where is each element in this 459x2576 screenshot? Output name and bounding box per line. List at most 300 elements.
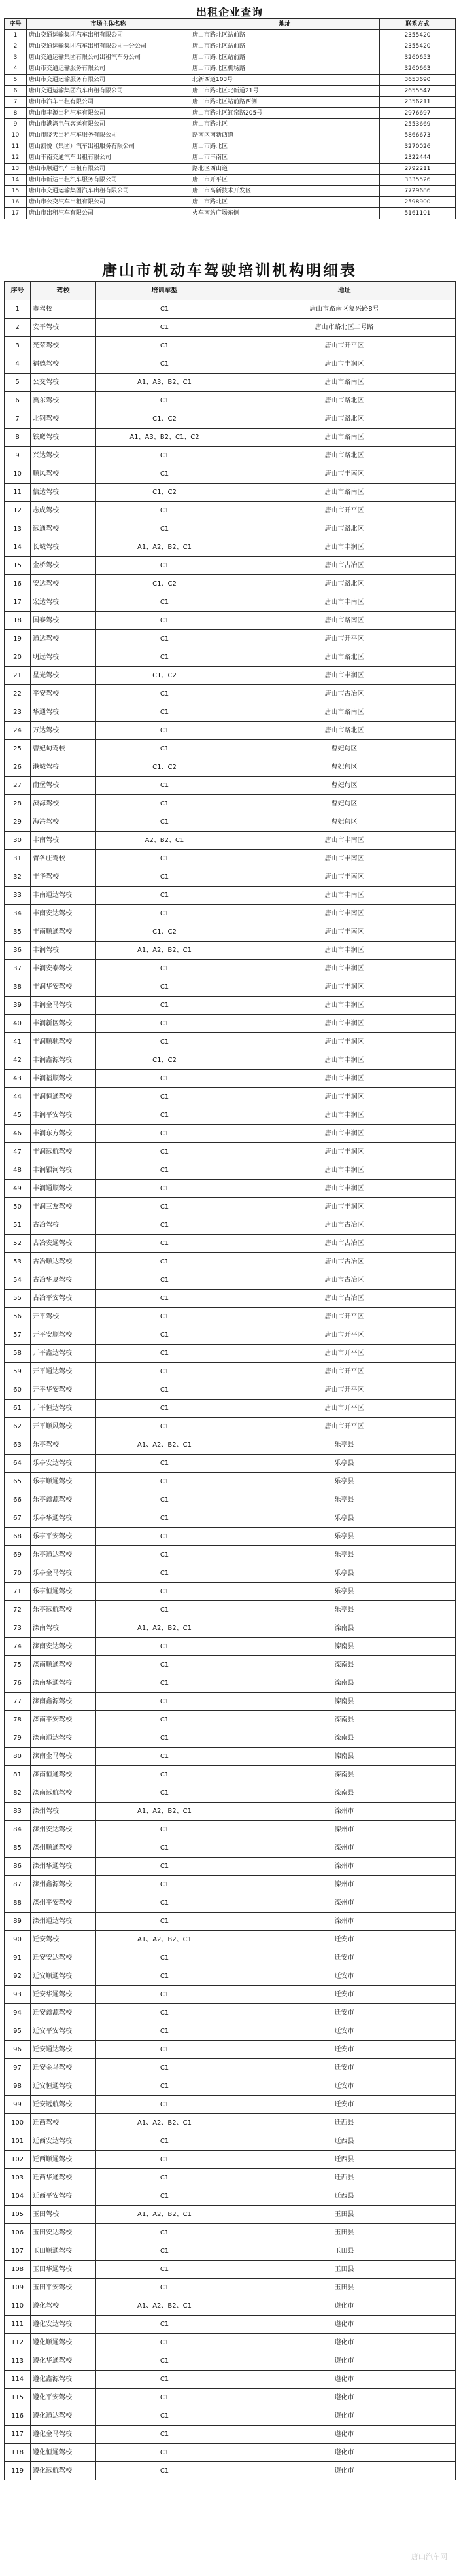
school-row-cell: C1 [96,2352,233,2371]
school-row [5,337,456,355]
school-row [5,667,456,685]
school-row-cell: 丰润安泰驾校 [31,960,96,978]
school-row-cell: 唐山市古冶区 [233,1235,456,1253]
school-row-cell: C1 [96,1345,233,1363]
school-row [5,1766,456,1784]
school-row-cell: 117 [5,2426,31,2444]
school-row [5,2242,456,2261]
school-row-cell: 丰南驾校 [31,832,96,850]
school-row-cell: 曹妃甸区 [233,758,456,777]
school-row-cell: 遵化市 [233,2334,456,2352]
school-row-cell: 迁西安达驾校 [31,2132,96,2151]
taxi-row-cell: 唐山市新达出租汽车服务有限公司 [27,175,190,186]
school-row-cell: 46 [5,1125,31,1143]
school-row-cell: 45 [5,1106,31,1125]
school-row-cell: C1、C2 [96,667,233,685]
school-row-cell: 玉田华通驾校 [31,2261,96,2279]
school-row-cell: 唐山市丰南区 [233,905,456,923]
school-row-cell: A1、A2、B2、C1 [96,1436,233,1455]
taxi-row-cell: 13 [5,164,27,175]
school-row [5,2352,456,2371]
school-row-cell: 滦州市 [233,1858,456,1876]
school-row-cell: 2 [5,319,31,337]
school-row-cell: 唐山市丰润区 [233,1051,456,1070]
school-row-cell: 远通驾校 [31,520,96,538]
taxi-row-cell: 火车南站广场东侧 [190,208,380,219]
school-row-cell: 唐山市路北区二号路 [233,319,456,337]
school-row-cell: 遵化恒通驾校 [31,2444,96,2462]
school-row-cell: 75 [5,1656,31,1674]
school-row-cell: 唐山市路南区 [233,612,456,630]
school-row-cell: 112 [5,2334,31,2352]
school-row [5,1033,456,1051]
taxi-row-cell: 1 [5,30,27,41]
school-row-cell: C1 [96,1949,233,1967]
school-row-cell: C1 [96,1015,233,1033]
school-row-cell: 乐亭驾校 [31,1436,96,1455]
school-row-cell: 49 [5,1180,31,1198]
school-row-cell: 62 [5,1418,31,1436]
school-row-cell: 万达驾校 [31,722,96,740]
taxi-row-cell: 唐山市晓天出租汽车服务有限公司 [27,130,190,141]
school-row-cell: C1 [96,2261,233,2279]
school-row-cell: 滦南恒通驾校 [31,1766,96,1784]
school-row [5,429,456,447]
taxi-header-phone: 联系方式 [380,19,456,30]
school-row-cell: C1 [96,1418,233,1436]
school-row [5,1949,456,1967]
school-row [5,942,456,960]
school-row-cell: C1 [96,465,233,484]
school-row-cell: 通达驾校 [31,630,96,648]
school-row [5,685,456,703]
school-row [5,2041,456,2059]
school-row-cell: 97 [5,2059,31,2077]
school-row-cell: 乐亭县 [233,1491,456,1509]
school-row-cell: 唐山市丰润区 [233,1125,456,1143]
school-row-cell: 乐亭县 [233,1528,456,1546]
taxi-row [5,30,456,41]
school-row-cell: 丰南通达驾校 [31,887,96,905]
taxi-row-cell: 3335526 [380,175,456,186]
taxi-table-body [5,30,456,219]
school-row-cell: 遵化市 [233,2462,456,2480]
taxi-row-cell: 2356211 [380,97,456,108]
school-row-cell: 遵化市 [233,2426,456,2444]
school-row-cell: 丰润福顺驾校 [31,1070,96,1088]
school-row-cell: 滨海驾校 [31,795,96,813]
school-row-cell: 98 [5,2077,31,2096]
school-row-cell: 滦州通达驾校 [31,1913,96,1931]
school-row-cell: 唐山市路北区 [233,392,456,410]
school-row-cell: 丰润驾校 [31,942,96,960]
school-row [5,1729,456,1748]
school-row-cell: C1 [96,2316,233,2334]
school-row [5,502,456,520]
school-row-cell: C1 [96,1894,233,1913]
school-row-cell: 7 [5,410,31,429]
school-row-cell: 迁西驾校 [31,2114,96,2132]
school-row-cell: C1 [96,1986,233,2004]
school-row-cell: 迁安恒通驾校 [31,2077,96,2096]
school-row-cell: 兴达驾校 [31,447,96,465]
school-row-cell: 开平恒达驾校 [31,1400,96,1418]
school-row-cell: 滦南顺通驾校 [31,1656,96,1674]
school-row-cell: 101 [5,2132,31,2151]
school-row [5,1839,456,1858]
school-row-cell: 32 [5,868,31,887]
school-row-cell: 安平驾校 [31,319,96,337]
school-row-cell: 滦南县 [233,1766,456,1784]
school-row-cell: C1 [96,1271,233,1290]
school-row-cell: 唐山市丰润区 [233,1015,456,1033]
school-row-cell: 乐亭顺通驾校 [31,1473,96,1491]
school-row-cell: C1 [96,1509,233,1528]
school-row-cell: 明远驾校 [31,648,96,667]
school-row-cell: 16 [5,575,31,593]
school-row-cell: 唐山市丰润区 [233,960,456,978]
school-row-cell: C1 [96,2151,233,2169]
school-row [5,703,456,722]
school-row-cell: C1 [96,630,233,648]
school-row-cell: C1 [96,777,233,795]
school-row-cell: 金桥驾校 [31,557,96,575]
school-row-cell: 69 [5,1546,31,1564]
school-row-cell: 22 [5,685,31,703]
school-row-cell: A2、B2、C1 [96,832,233,850]
school-row [5,2389,456,2407]
school-row-cell: 滦南鑫源驾校 [31,1693,96,1711]
school-row-cell: C1、C2 [96,1051,233,1070]
school-row-cell: 60 [5,1381,31,1400]
school-row-cell: C1 [96,1967,233,1986]
school-row-cell: 唐山市丰南区 [233,850,456,868]
school-row-cell: 90 [5,1931,31,1949]
school-row [5,2077,456,2096]
taxi-row-cell: 唐山市公交汽车出租有限公司 [27,197,190,208]
school-row-cell: 迁安市 [233,2077,456,2096]
school-row-cell: 丰润顺驰驾校 [31,1033,96,1051]
school-row-cell: 宏达驾校 [31,593,96,612]
school-row [5,1601,456,1619]
school-row-cell: 66 [5,1491,31,1509]
school-row-cell: 79 [5,1729,31,1748]
school-row-cell: A1、A2、B2、C1 [96,2206,233,2224]
taxi-row-cell: 8 [5,108,27,119]
school-row-cell: 唐山市古冶区 [233,1253,456,1271]
school-row-cell: 丰润新区驾校 [31,1015,96,1033]
taxi-row-cell: 唐山交通运输集团汽车出租有限公司 [27,86,190,97]
taxi-row-cell: 5 [5,75,27,86]
taxi-row-cell: 11 [5,141,27,152]
taxi-row [5,108,456,119]
school-row-cell: 丰润银河驾校 [31,1161,96,1180]
school-row-cell: C1 [96,795,233,813]
school-row-cell: 唐山市丰润区 [233,538,456,557]
school-row-cell: 17 [5,593,31,612]
school-row [5,630,456,648]
school-row [5,1803,456,1821]
school-row-cell: C1 [96,1161,233,1180]
school-row [5,355,456,374]
school-row-cell: 37 [5,960,31,978]
school-row-cell: 滦州华通驾校 [31,1858,96,1876]
taxi-row-cell: 唐山市港湾电气客运有限公司 [27,119,190,130]
school-row-cell: 10 [5,465,31,484]
taxi-row-cell: 路北区西山道 [190,164,380,175]
school-row-cell: 乐亭通达驾校 [31,1546,96,1564]
school-row-cell: 国泰驾校 [31,612,96,630]
school-row [5,1216,456,1235]
school-row-cell: 遵化市 [233,2352,456,2371]
school-row [5,1509,456,1528]
school-row-cell: 乐亭县 [233,1436,456,1455]
school-row-cell: 迁西平安驾校 [31,2187,96,2206]
school-row-cell: 滦州市 [233,1876,456,1894]
school-row-cell: 滦南县 [233,1711,456,1729]
taxi-row-cell: 唐山市交通运输集团汽车出租有限公司 [27,186,190,197]
taxi-row-cell: 唐山市丰南区 [190,152,380,164]
school-row-cell: 42 [5,1051,31,1070]
school-row-cell: C1 [96,703,233,722]
school-row-cell: 31 [5,850,31,868]
school-row-cell: 迁西县 [233,2132,456,2151]
school-row-cell: 曹妃甸区 [233,740,456,758]
school-row [5,1876,456,1894]
school-row [5,1913,456,1931]
school-row-cell: 唐山市路南区 [233,484,456,502]
taxi-row-cell: 唐山市路北区站前路 [190,41,380,52]
school-row-cell: C1 [96,612,233,630]
school-row-cell: 乐亭远航驾校 [31,1601,96,1619]
school-row [5,1491,456,1509]
school-row-cell: 丰华驾校 [31,868,96,887]
taxi-row-cell: 6 [5,86,27,97]
school-row-cell: C1 [96,355,233,374]
taxi-row-cell: 唐山市高新技术开发区 [190,186,380,197]
school-row-cell: 迁安市 [233,1967,456,1986]
school-row [5,2426,456,2444]
school-row-cell: 迁安市 [233,1931,456,1949]
school-row-cell: 94 [5,2004,31,2022]
school-row-cell: 88 [5,1894,31,1913]
school-row-cell: 12 [5,502,31,520]
school-row [5,520,456,538]
school-row-cell: 丰润平安驾校 [31,1106,96,1125]
school-row-cell: 48 [5,1161,31,1180]
taxi-row-cell: 3270026 [380,141,456,152]
school-row-cell: 滦南县 [233,1693,456,1711]
school-row-cell: 开平驾校 [31,1308,96,1326]
school-row-cell: 109 [5,2279,31,2297]
school-row-cell: 滦南县 [233,1674,456,1693]
school-row-cell: 25 [5,740,31,758]
school-row [5,923,456,942]
school-row-cell: 滦南通达驾校 [31,1729,96,1748]
school-row-cell: C1 [96,887,233,905]
school-row-cell: 唐山市丰润区 [233,355,456,374]
taxi-row-cell: 唐山市出租汽车有限公司 [27,208,190,219]
school-row-cell: C1 [96,1729,233,1748]
school-row [5,465,456,484]
school-row [5,392,456,410]
school-row-cell: 古冶平安驾校 [31,1290,96,1308]
school-row-cell: 遵化市 [233,2297,456,2316]
school-row-cell: 平安驾校 [31,685,96,703]
school-row-cell: 41 [5,1033,31,1051]
school-row-cell: 玉田顺通驾校 [31,2242,96,2261]
school-row-cell: 唐山市丰南区 [233,868,456,887]
school-row-cell: C1 [96,813,233,832]
school-row-cell: 76 [5,1674,31,1693]
school-row-cell: 唐山市开平区 [233,630,456,648]
school-row-cell: C1 [96,1455,233,1473]
school-row-cell: 乐亭华通驾校 [31,1509,96,1528]
school-row-cell: C1 [96,1913,233,1931]
taxi-row-cell: 3260653 [380,52,456,63]
taxi-row-cell: 7729686 [380,186,456,197]
school-row-cell: 唐山市丰润区 [233,1161,456,1180]
school-row [5,300,456,319]
school-row [5,1656,456,1674]
school-row-cell: C1 [96,1363,233,1381]
school-row [5,1894,456,1913]
taxi-row-cell: 唐山市路北区站前路西侧 [190,97,380,108]
school-row-cell: 105 [5,2206,31,2224]
school-row-cell: 95 [5,2022,31,2041]
school-row [5,1711,456,1729]
school-row-cell: 遵化市 [233,2371,456,2389]
school-row [5,2151,456,2169]
school-row-cell: 玉田安达驾校 [31,2224,96,2242]
school-row [5,1693,456,1711]
school-row [5,1619,456,1638]
taxi-row-cell: 16 [5,197,27,208]
school-row-cell: 迁安市 [233,2059,456,2077]
school-row [5,1400,456,1418]
school-row-cell: 唐山市开平区 [233,1418,456,1436]
school-header-address: 地址 [233,282,456,300]
school-row-cell: C1 [96,960,233,978]
school-row-cell: 96 [5,2041,31,2059]
school-row-cell: C1 [96,2426,233,2444]
school-row-cell: 滦州顺通驾校 [31,1839,96,1858]
school-row-cell: A1、A2、B2、C1 [96,942,233,960]
school-row-cell: C1 [96,337,233,355]
taxi-row-cell: 唐山市顺通汽车出租有限公司 [27,164,190,175]
school-row-cell: C1 [96,1326,233,1345]
taxi-row [5,75,456,86]
school-row-cell: 滦南县 [233,1638,456,1656]
school-row-cell: A1、A2、B2、C1 [96,538,233,557]
school-row-cell: 开平华安驾校 [31,1381,96,1400]
school-row [5,887,456,905]
school-row-cell: C1 [96,1876,233,1894]
school-row-cell: 丰润恒通驾校 [31,1088,96,1106]
school-row-cell: 乐亭平安驾校 [31,1528,96,1546]
school-row-cell: 顺风驾校 [31,465,96,484]
school-row-cell: 曹妃甸区 [233,777,456,795]
school-row-cell: C1、C2 [96,575,233,593]
school-row-cell: C1 [96,1106,233,1125]
taxi-row-cell: 2976697 [380,108,456,119]
school-row-cell: 92 [5,1967,31,1986]
school-row [5,795,456,813]
school-row [5,997,456,1015]
school-row [5,2004,456,2022]
school-row [5,2059,456,2077]
school-row [5,1858,456,1876]
school-row-cell: C1 [96,1253,233,1271]
school-row-cell: C1 [96,1638,233,1656]
school-row-cell: 志成驾校 [31,502,96,520]
school-row-cell: 18 [5,612,31,630]
school-row-cell: C1 [96,2059,233,2077]
school-row [5,2224,456,2242]
school-row-cell: 冀东驾校 [31,392,96,410]
school-row-cell: 信达驾校 [31,484,96,502]
school-row-cell: 遵化驾校 [31,2297,96,2316]
school-row-cell: 唐山市丰润区 [233,997,456,1015]
school-row-cell: C1 [96,1711,233,1729]
school-row-cell: 滦南安达驾校 [31,1638,96,1656]
school-row [5,1564,456,1583]
taxi-section-title: 出租企业查询 [196,7,263,18]
school-header-type: 培训车型 [96,282,233,300]
school-row [5,2206,456,2224]
school-row [5,484,456,502]
school-row-cell: 86 [5,1858,31,1876]
taxi-row [5,97,456,108]
school-row-cell: 乐亭县 [233,1564,456,1583]
school-row [5,1326,456,1345]
school-row-cell: 91 [5,1949,31,1967]
school-row-cell: 唐山市丰南区 [233,923,456,942]
school-row-cell: 玉田县 [233,2279,456,2297]
school-row-cell: 56 [5,1308,31,1326]
school-row-cell: 唐山市路北区 [233,447,456,465]
taxi-row-cell: 2322444 [380,152,456,164]
taxi-row-cell: 路南区南新西道 [190,130,380,141]
school-row-cell: 乐亭县 [233,1583,456,1601]
school-row-cell: 唐山市丰南区 [233,832,456,850]
school-row-cell: 滦南远航驾校 [31,1784,96,1803]
school-row-cell: C1 [96,1180,233,1198]
school-row [5,1106,456,1125]
school-row [5,2261,456,2279]
school-row-cell: C1 [96,997,233,1015]
school-row-cell: 23 [5,703,31,722]
school-row-cell: C1 [96,1821,233,1839]
school-row-cell: 唐山市开平区 [233,1381,456,1400]
taxi-row-cell: 3 [5,52,27,63]
school-row-cell: C1 [96,2004,233,2022]
school-row-cell: 118 [5,2444,31,2462]
school-row-cell: C1 [96,1784,233,1803]
school-row-cell: C1 [96,1033,233,1051]
school-row-cell: 唐山市丰润区 [233,667,456,685]
taxi-row-cell: 唐山交通运输集团汽车出租有限公司 [27,30,190,41]
school-row [5,1308,456,1326]
school-row [5,1784,456,1803]
school-row-cell: 公交驾校 [31,374,96,392]
school-row [5,1235,456,1253]
school-row-cell: 遵化市 [233,2389,456,2407]
school-row-cell: 古冶驾校 [31,1216,96,1235]
school-row-cell: 106 [5,2224,31,2242]
school-row-cell: C1 [96,2371,233,2389]
school-row-cell: C1 [96,2224,233,2242]
